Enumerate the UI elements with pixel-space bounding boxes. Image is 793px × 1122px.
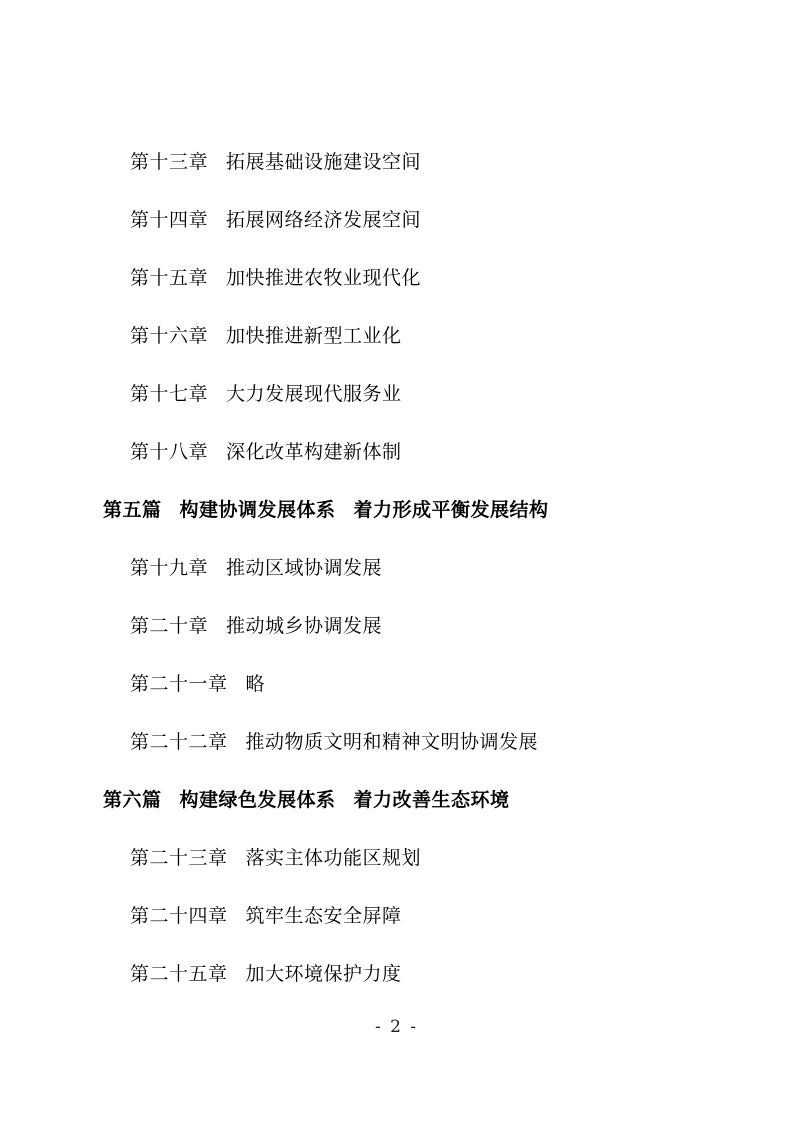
chapter-title: 深化改革构建新体制 — [226, 441, 402, 463]
chapter-title: 推动物质文明和精神文明协调发展 — [245, 731, 539, 753]
chapter-number: 第二十三章 — [130, 847, 228, 869]
toc-part-6 — [103, 788, 510, 812]
part-subtitle: 着力形成平衡发展结构 — [353, 499, 549, 521]
toc-chapter-23 — [130, 846, 421, 870]
toc-part-5 — [103, 498, 549, 522]
part-number: 第六篇 — [103, 789, 162, 811]
chapter-number: 第二十二章 — [130, 731, 228, 753]
toc-chapter-16 — [130, 324, 402, 348]
chapter-title: 略 — [245, 673, 266, 695]
toc-chapter-20 — [130, 614, 382, 638]
toc-chapter-17 — [130, 382, 402, 406]
chapter-number: 第二十四章 — [130, 905, 228, 927]
page-number: - 2 - — [374, 1017, 419, 1037]
toc-chapter-15 — [130, 266, 421, 290]
chapter-number: 第十八章 — [130, 441, 209, 463]
part-number: 第五篇 — [103, 499, 162, 521]
chapter-number: 第十九章 — [130, 557, 209, 579]
chapter-number: 第二十章 — [130, 615, 209, 637]
toc-chapter-18 — [130, 440, 402, 464]
chapter-number: 第十三章 — [130, 151, 209, 173]
chapter-number: 第十五章 — [130, 267, 209, 289]
toc-chapter-25 — [130, 962, 402, 986]
toc-chapter-13 — [130, 150, 421, 174]
chapter-number: 第二十一章 — [130, 673, 228, 695]
chapter-title: 落实主体功能区规划 — [245, 847, 422, 869]
chapter-title: 加快推进农牧业现代化 — [226, 267, 422, 289]
chapter-title: 推动城乡协调发展 — [226, 615, 383, 637]
chapter-number: 第十四章 — [130, 209, 209, 231]
chapter-title: 拓展基础设施建设空间 — [226, 151, 422, 173]
toc-chapter-24 — [130, 904, 402, 928]
part-title: 构建协调发展体系 — [179, 499, 336, 521]
toc-chapter-22 — [130, 730, 538, 754]
chapter-title: 拓展网络经济发展空间 — [226, 209, 422, 231]
chapter-title: 大力发展现代服务业 — [226, 383, 402, 405]
toc-chapter-19 — [130, 556, 382, 580]
chapter-title: 加大环境保护力度 — [245, 963, 402, 985]
toc-chapter-14 — [130, 208, 421, 232]
toc-chapter-21 — [130, 672, 265, 696]
chapter-title: 加快推进新型工业化 — [226, 325, 402, 347]
part-subtitle: 着力改善生态环境 — [353, 789, 510, 811]
part-title: 构建绿色发展体系 — [179, 789, 336, 811]
chapter-number: 第二十五章 — [130, 963, 228, 985]
chapter-title: 筑牢生态安全屏障 — [245, 905, 402, 927]
chapter-number: 第十六章 — [130, 325, 209, 347]
chapter-title: 推动区域协调发展 — [226, 557, 383, 579]
chapter-number: 第十七章 — [130, 383, 209, 405]
